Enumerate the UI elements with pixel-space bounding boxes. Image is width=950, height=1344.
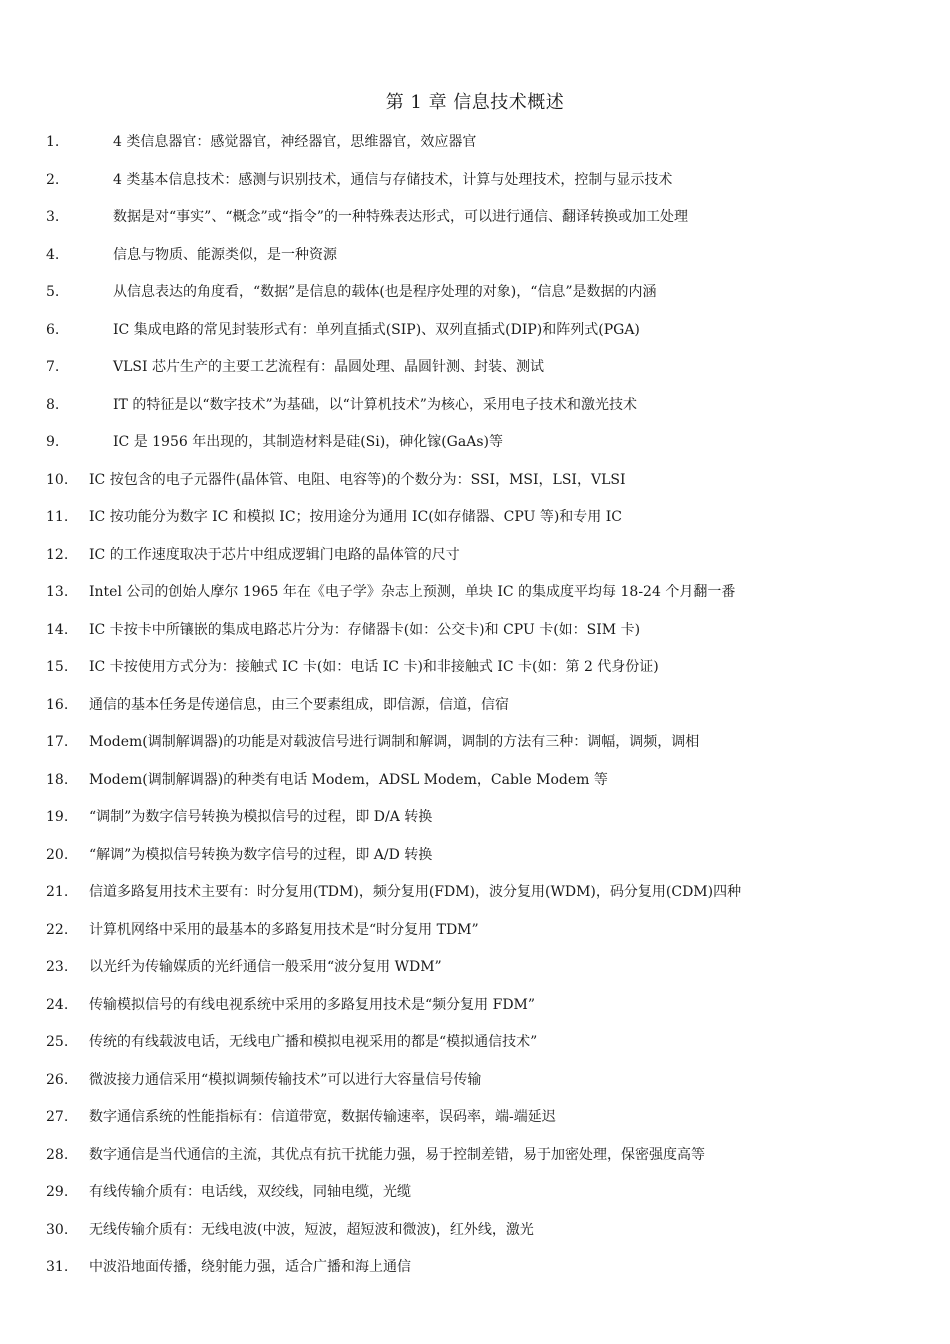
list-item-number: 16. xyxy=(46,696,69,713)
list-item-text: 有线传输介质有：电话线，双绞线，同轴电缆，光缆 xyxy=(89,1184,411,1200)
list-item-text: IC 集成电路的常见封装形式有：单列直插式(SIP)、双列直插式(DIP)和阵列式(PGA) xyxy=(113,321,640,338)
list-item xyxy=(0,1099,950,1137)
list-item-number: 21. xyxy=(46,884,69,900)
list-item-number: 4. xyxy=(46,246,60,263)
list-item xyxy=(0,912,950,950)
list-item-number: 14. xyxy=(46,621,69,638)
list-item-number: 6. xyxy=(46,321,60,338)
list-item-text: Modem(调制解调器)的功能是对载波信号进行调制和解调，调制的方法有三种：调幅，调频，调相 xyxy=(89,734,700,750)
list-item-text: 从信息表达的角度看，“数据”是信息的载体(也是程序处理的对象)，“信息”是数据的内涵 xyxy=(113,284,657,300)
list-item-number: 13. xyxy=(46,584,69,600)
list-item-text: IC 按包含的电子元器件(晶体管、电阻、电容等)的个数分为：SSI，MSI，LSI，VLSI xyxy=(89,471,626,488)
list-item-number: 20. xyxy=(46,846,69,863)
list-item-text: “解调”为模拟信号转换为数字信号的过程，即 A/D 转换 xyxy=(89,846,433,863)
list-item-number: 7. xyxy=(46,359,60,375)
list-item-number: 26. xyxy=(46,1071,69,1088)
chapter-title: 第 1 章 信息技术概述 xyxy=(385,92,565,113)
list-item xyxy=(0,312,950,350)
list-item xyxy=(0,762,950,800)
list-item xyxy=(0,649,950,687)
list-item xyxy=(0,1174,950,1212)
list-item-text: IC 的工作速度取决于芯片中组成逻辑门电路的晶体管的尺寸 xyxy=(89,546,460,563)
list-item-number: 8. xyxy=(46,396,60,413)
list-item xyxy=(0,387,950,425)
list-item-text: IC 卡按卡中所镶嵌的集成电路芯片分为：存储器卡(如：公交卡)和 CPU 卡(如：SIM 卡) xyxy=(89,621,641,638)
list-item xyxy=(0,499,950,537)
list-item xyxy=(0,687,950,725)
list-item-text: “调制”为数字信号转换为模拟信号的过程，即 D/A 转换 xyxy=(89,809,433,825)
list-item-text: IC 按功能分为数字 IC 和模拟 IC；按用途分为通用 IC(如存储器、CPU 等)和专用 IC xyxy=(89,509,622,525)
list-item xyxy=(0,237,950,275)
list-item xyxy=(0,574,950,612)
list-item-number: 3. xyxy=(46,209,60,225)
list-item xyxy=(0,124,950,162)
list-item-text: 微波接力通信采用“模拟调频传输技术”可以进行大容量信号传输 xyxy=(89,1071,482,1088)
list-item-number: 12. xyxy=(46,546,69,563)
list-item-number: 11. xyxy=(46,509,69,525)
list-item-text: 数字通信系统的性能指标有：信道带宽，数据传输速率，误码率，端-端延迟 xyxy=(89,1109,556,1125)
list-item-number: 9. xyxy=(46,434,60,450)
list-item-number: 25. xyxy=(46,1034,69,1050)
list-item xyxy=(0,987,950,1025)
list-item-number: 5. xyxy=(46,284,60,300)
list-item-number: 1. xyxy=(46,134,60,150)
list-item-text: 4 类基本信息技术：感测与识别技术，通信与存储技术，计算与处理技术，控制与显示技术 xyxy=(113,171,673,188)
list-item xyxy=(0,949,950,987)
list-item xyxy=(0,424,950,462)
list-item xyxy=(0,837,950,875)
list-item-number: 29. xyxy=(46,1184,69,1200)
list-item xyxy=(0,537,950,575)
list-item-number: 17. xyxy=(46,734,69,750)
list-item xyxy=(0,724,950,762)
numbered-list xyxy=(0,124,950,1287)
list-item-text: VLSI 芯片生产的主要工艺流程有：晶圆处理、晶圆针测、封装、测试 xyxy=(113,359,544,375)
list-item-text: 传统的有线载波电话，无线电广播和模拟电视采用的都是“模拟通信技术” xyxy=(89,1034,538,1050)
list-item-text: 数字通信是当代通信的主流，其优点有抗干扰能力强，易于控制差错，易于加密处理，保密强度高等 xyxy=(89,1146,705,1163)
list-item-number: 2. xyxy=(46,171,60,188)
list-item-text: IT 的特征是以“数字技术”为基础，以“计算机技术”为核心，采用电子技术和激光技术 xyxy=(113,396,637,413)
list-item-text: 中波沿地面传播，绕射能力强，适合广播和海上通信 xyxy=(89,1259,411,1275)
list-item-text: 以光纤为传输媒质的光纤通信一般采用“波分复用 WDM” xyxy=(89,959,442,975)
list-item-text: 信息与物质、能源类似，是一种资源 xyxy=(113,246,337,263)
list-item-text: 无线传输介质有：无线电波(中波，短波，超短波和微波)，红外线，激光 xyxy=(89,1221,534,1238)
list-item xyxy=(0,1249,950,1287)
list-item xyxy=(0,349,950,387)
list-item-text: IC 卡按使用方式分为：接触式 IC 卡(如：电话 IC 卡)和非接触式 IC 卡(如：第 2 代身份证) xyxy=(89,659,659,675)
list-item-text: Intel 公司的创始人摩尔 1965 年在《电子学》杂志上预测，单块 IC 的集成度平均每 18-24 个月翻一番 xyxy=(89,584,736,600)
list-item-number: 30. xyxy=(46,1221,69,1238)
list-item-number: 19. xyxy=(46,809,69,825)
list-item xyxy=(0,612,950,650)
list-item-text: 4 类信息器官：感觉器官，神经器官，思维器官，效应器官 xyxy=(113,134,477,150)
list-item xyxy=(0,462,950,500)
list-item-number: 24. xyxy=(46,996,69,1013)
list-item-text: IC 是 1956 年出现的，其制造材料是硅(Si)，砷化镓(GaAs)等 xyxy=(113,434,503,450)
list-item-number: 28. xyxy=(46,1146,69,1163)
list-item xyxy=(0,1137,950,1175)
list-item-number: 22. xyxy=(46,921,69,938)
list-item-number: 31. xyxy=(46,1259,69,1275)
list-item-text: 计算机网络中采用的最基本的多路复用技术是“时分复用 TDM” xyxy=(89,921,479,938)
list-item-text: 信道多路复用技术主要有：时分复用(TDM)，频分复用(FDM)，波分复用(WDM)，码分复用(CDM)四种 xyxy=(89,884,742,900)
list-item xyxy=(0,274,950,312)
list-item-text: 传输模拟信号的有线电视系统中采用的多路复用技术是“频分复用 FDM” xyxy=(89,996,536,1013)
list-item xyxy=(0,162,950,200)
list-item xyxy=(0,1062,950,1100)
list-item xyxy=(0,799,950,837)
list-item xyxy=(0,199,950,237)
list-item-number: 23. xyxy=(46,959,69,975)
list-item-text: 通信的基本任务是传递信息，由三个要素组成，即信源，信道，信宿 xyxy=(89,696,509,713)
list-item xyxy=(0,1212,950,1250)
list-item xyxy=(0,874,950,912)
list-item-number: 10. xyxy=(46,471,69,488)
list-item-number: 15. xyxy=(46,659,69,675)
list-item-number: 18. xyxy=(46,771,69,788)
list-item-text: Modem(调制解调器)的种类有电话 Modem，ADSL Modem，Cable Modem 等 xyxy=(89,771,608,788)
list-item xyxy=(0,1024,950,1062)
list-item-text: 数据是对“事实”、“概念”或“指令”的一种特殊表达形式，可以进行通信、翻译转换或加工处理 xyxy=(113,209,688,225)
list-item-number: 27. xyxy=(46,1109,69,1125)
